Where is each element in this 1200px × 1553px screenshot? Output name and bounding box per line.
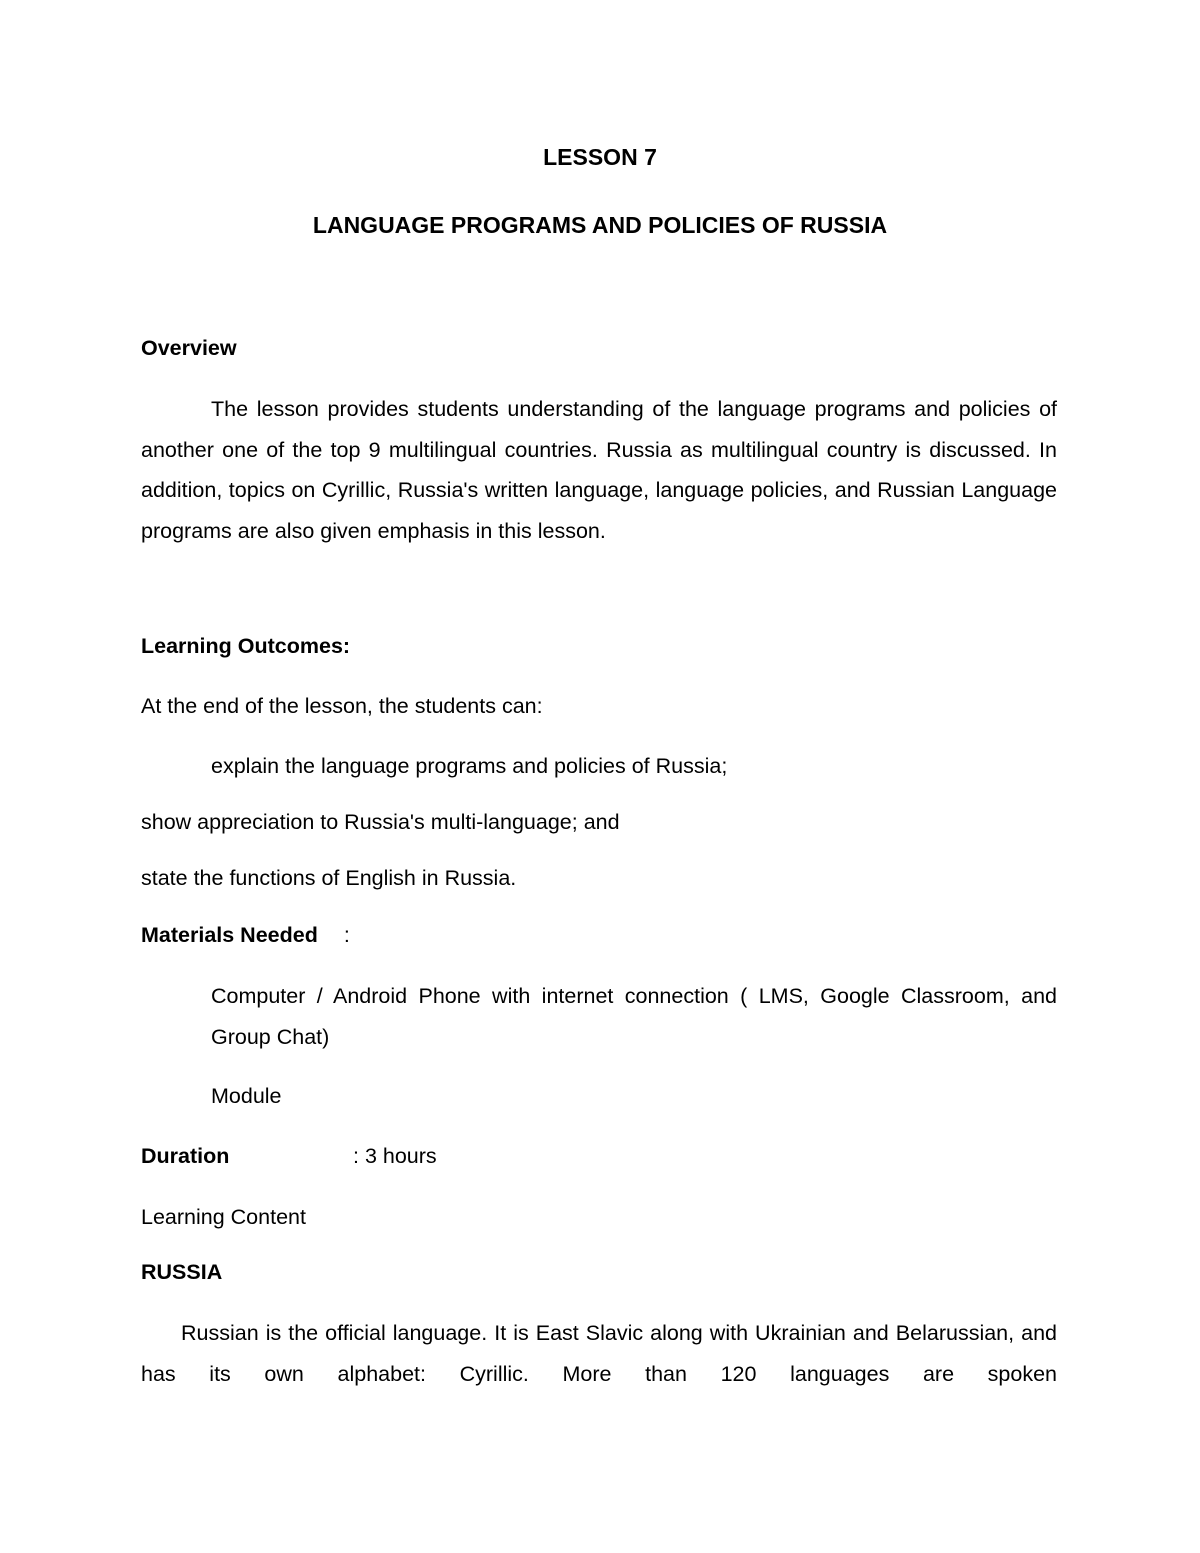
lesson-title: LANGUAGE PROGRAMS AND POLICIES OF RUSSIA — [312, 212, 888, 238]
materials-item: Computer / Android Phone with internet connection ( LMS, Google Classroom, and Group Chat) — [211, 984, 1057, 1049]
lesson-number: LESSON 7 — [543, 144, 657, 170]
duration-label: Duration — [141, 1144, 230, 1168]
overview-paragraph: The lesson provides students understanding of the language programs and policies of another one of the top 9 multilingual countries. Russia as multilingual country is discussed. In addition, topics on Cyrillic, Russia's written language, language policies, and Russian Language programs are also given emphasis in this lesson. — [141, 397, 1057, 543]
outcome-item: state the functions of English in Russia. — [141, 866, 517, 890]
materials-row — [141, 922, 350, 948]
materials-item: Module — [211, 1084, 282, 1108]
learning-outcomes-heading: Learning Outcomes: — [141, 634, 351, 658]
russia-paragraph: Russian is the official language. It is East Slavic along with Ukrainian and Belarussian, and has its own alphabet: Cyrillic. More than 120 languages are spoken — [141, 1321, 1057, 1386]
learning-content-label: Learning Content — [141, 1205, 306, 1229]
learning-outcomes-intro: At the end of the lesson, the students can: — [141, 694, 543, 718]
duration-row — [141, 1143, 437, 1169]
materials-separator: : — [343, 923, 350, 947]
outcome-item: explain the language programs and policies of Russia; — [211, 754, 728, 778]
russia-heading: RUSSIA — [141, 1260, 223, 1284]
materials-label: Materials Needed — [141, 923, 318, 947]
duration-value: : 3 hours — [353, 1144, 437, 1168]
outcome-item: show appreciation to Russia's multi-language; and — [141, 810, 620, 834]
overview-heading: Overview — [141, 336, 237, 360]
